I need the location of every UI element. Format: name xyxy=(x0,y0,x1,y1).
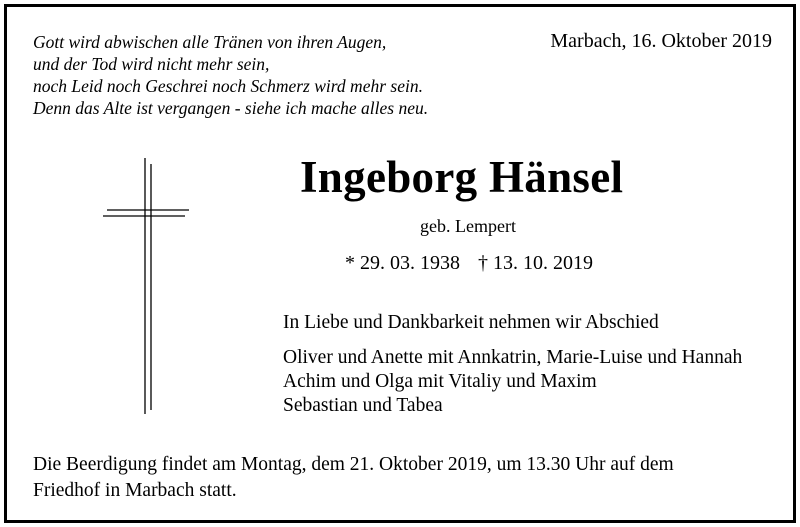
bible-verse xyxy=(33,31,428,119)
funeral-line: Friedhof in Marbach statt. xyxy=(33,480,237,501)
maiden-name: geb. Lempert xyxy=(420,216,516,236)
life-dates xyxy=(345,252,593,275)
farewell-line: In Liebe und Dankbarkeit nehmen wir Abschied xyxy=(283,312,659,333)
verse-line: Denn das Alte ist vergangen - siehe ich mache alles neu. xyxy=(33,98,429,118)
cross-icon xyxy=(100,158,192,414)
funeral-info xyxy=(33,452,674,504)
mourner-line: Oliver und Anette mit Annkatrin, Marie-Luise und Hannah xyxy=(283,347,743,368)
birth-date: * 29. 03. 1938 xyxy=(345,252,460,274)
mourners-list xyxy=(283,346,742,418)
deceased-name: Ingeborg Hänsel xyxy=(300,152,624,202)
mourner-line: Sebastian und Tabea xyxy=(283,395,443,416)
funeral-line: Die Beerdigung findet am Montag, dem 21. Oktober 2019, um 13.30 Uhr auf dem xyxy=(33,454,674,475)
mourner-line: Achim und Olga mit Vitaliy und Maxim xyxy=(283,371,597,392)
verse-line: noch Leid noch Geschrei noch Schmerz wird mehr sein. xyxy=(33,76,423,96)
verse-line: Gott wird abwischen alle Tränen von ihren Augen, xyxy=(33,32,387,52)
death-date: † 13. 10. 2019 xyxy=(478,252,593,274)
place-date: Marbach, 16. Oktober 2019 xyxy=(550,30,772,52)
verse-line: und der Tod wird nicht mehr sein, xyxy=(33,54,270,74)
